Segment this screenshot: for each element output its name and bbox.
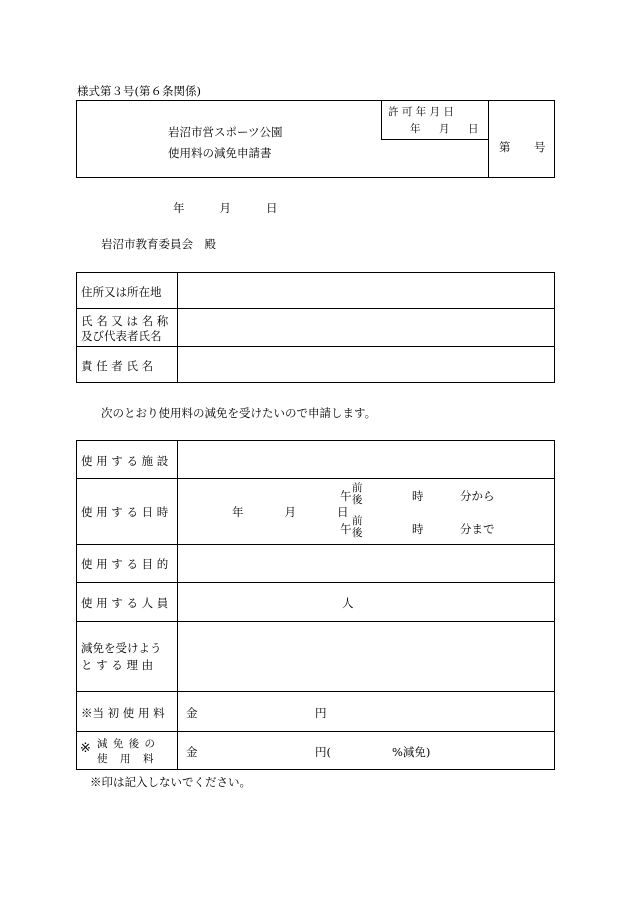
start-minute-label: 分から	[460, 489, 495, 503]
after-fee-currency: 金	[186, 745, 198, 759]
after-fee-yen: 円(	[315, 745, 331, 759]
end-hour-label: 時	[412, 522, 424, 536]
header-divider-1	[381, 100, 382, 140]
details-row-sep-4	[76, 621, 555, 622]
application-date[interactable]: 年 月 日	[173, 201, 282, 215]
reason-label-line2: と す る 理 由	[81, 658, 154, 672]
start-pm: 後	[352, 494, 363, 506]
details-row-sep-3	[76, 582, 555, 583]
responsible-label: 責 任 者 氏 名	[81, 359, 154, 373]
footnote: ※印は記入しないでください。	[90, 775, 251, 789]
people-label: 使 用 す る 人 員	[81, 596, 169, 610]
initial-fee-currency: 金	[186, 706, 198, 720]
end-ampm-choice[interactable]	[352, 515, 363, 539]
applicant-table-divider	[177, 272, 178, 383]
permit-date-field[interactable]: 年 月 日	[410, 123, 483, 135]
purpose-label: 使 用 す る 目 的	[81, 557, 169, 571]
after-fee-label-line1: 減 免 後 の	[97, 738, 157, 750]
start-ampm-mark: 午	[340, 489, 352, 503]
initial-fee-label: ※当 初 使 用 料	[81, 706, 165, 720]
initial-fee-yen: 円	[315, 706, 327, 720]
datetime-label: 使 用 す る 日 時	[81, 505, 169, 519]
end-am: 前	[352, 515, 363, 527]
request-sentence: 次のとおり使用料の減免を受けたいので申請します。	[101, 406, 377, 420]
details-row-sep-6	[76, 731, 555, 732]
number-prefix: 第	[499, 140, 511, 154]
people-unit: 人	[342, 596, 354, 610]
form-number-label: 様式第３号(第６条関係)	[77, 84, 201, 98]
after-fee-label-line2: 使 用 料	[97, 753, 155, 765]
facility-label: 使 用 す る 施 設	[81, 454, 169, 468]
form-title-line1: 岩沼市営スポーツ公園	[168, 125, 283, 139]
address-label: 住所又は所在地	[81, 285, 162, 299]
applicant-row-sep-1	[76, 308, 555, 309]
reduction-percent-label: %減免)	[392, 745, 431, 759]
applicant-row-sep-2	[76, 346, 555, 347]
form-title-line2: 使用料の減免申請書	[168, 146, 272, 160]
details-table-divider	[177, 440, 178, 770]
header-divider-2	[488, 100, 489, 178]
start-hour-label: 時	[412, 489, 424, 503]
number-suffix: 号	[534, 140, 546, 154]
start-am: 前	[352, 482, 363, 494]
addressee: 岩沼市教育委員会 殿	[101, 237, 216, 251]
details-row-sep-1	[76, 478, 555, 479]
start-ampm-choice[interactable]	[352, 482, 363, 506]
end-pm: 後	[352, 527, 363, 539]
details-row-sep-2	[76, 544, 555, 545]
details-row-sep-5	[76, 691, 555, 692]
permit-date-label: 許 可 年 月 日	[388, 106, 454, 118]
name-label-line2: 及び代表者氏名	[81, 329, 162, 343]
end-minute-label: 分まで	[460, 522, 495, 536]
permit-box-bottom	[381, 139, 488, 140]
reason-label-line1: 減免を受けよう	[81, 641, 162, 655]
end-ampm-mark: 午	[340, 522, 352, 536]
after-fee-mark: ※	[80, 741, 91, 756]
use-date-field[interactable]: 年 月 日	[232, 505, 355, 519]
name-label-line1: 氏 名 又 は 名 称	[81, 314, 169, 328]
